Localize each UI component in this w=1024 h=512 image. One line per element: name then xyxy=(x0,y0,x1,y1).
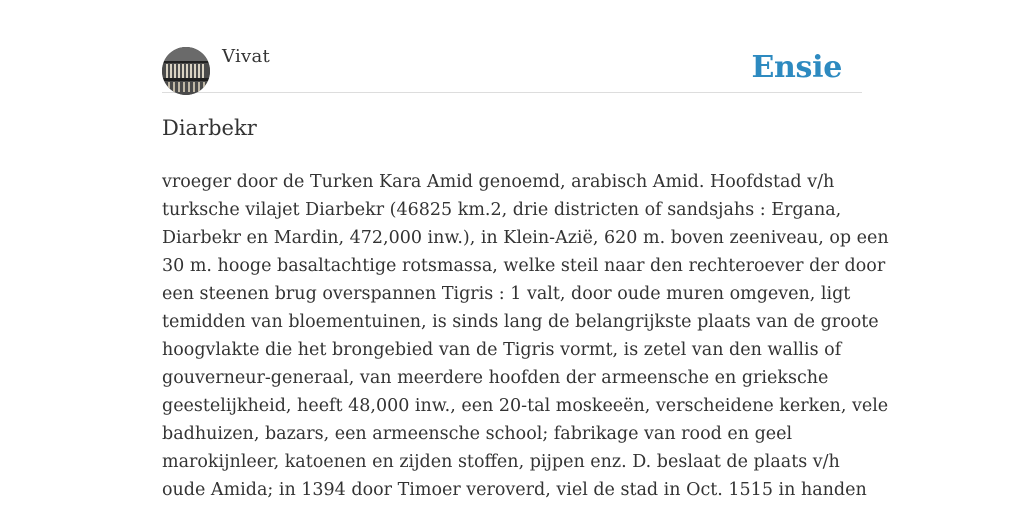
body-line: geestelijkheid, heeft 48,000 inw., een 20-tal moskeeën, verscheidene kerken, vele xyxy=(162,396,889,416)
page xyxy=(162,0,889,512)
body-line: turksche vilajet Diarbekr (46825 km.2, drie districten of sandsjahs : Ergana, xyxy=(162,200,842,220)
body-line: temidden van bloementuinen, is sinds lang de belangrijkste plaats van de groote xyxy=(162,312,879,332)
body-line: badhuizen, bazars, een armeensche school; fabrikage van rood en geel xyxy=(162,424,793,444)
ensie-logo-link[interactable]: Ensie xyxy=(751,50,842,85)
body-line: marokijnleer, katoenen en zijden stoffen, pijpen enz. D. beslaat de plaats v/h xyxy=(162,452,840,472)
body-line: oude Amida; in 1394 door Timoer veroverd, viel de stad in Oct. 1515 in handen xyxy=(162,480,867,500)
body-line: Diarbekr en Mardin, 472,000 inw.), in Klein-Azië, 620 m. boven zeeniveau, op een xyxy=(162,228,889,248)
body-line: gouverneur-generaal, van meerdere hoofden der armeensche en grieksche xyxy=(162,368,829,388)
body-line: 30 m. hooge basaltachtige rotsmassa, welke steil naar den rechteroever der door xyxy=(162,256,886,276)
header xyxy=(162,0,862,93)
body-line: vroeger door de Turken Kara Amid genoemd, arabisch Amid. Hoofdstad v/h xyxy=(162,172,835,192)
body-line: hoogvlakte die het brongebied van de Tigris vormt, is zetel van den wallis of xyxy=(162,340,842,360)
author-avatar[interactable] xyxy=(162,47,210,95)
entry-title: Diarbekr xyxy=(162,116,257,140)
entry-body xyxy=(162,168,889,504)
author-name-link[interactable]: Vivat xyxy=(222,46,271,67)
bookshelf-image-icon xyxy=(162,47,210,95)
body-line: een steenen brug overspannen Tigris : 1 valt, door oude muren omgeven, ligt xyxy=(162,284,851,304)
